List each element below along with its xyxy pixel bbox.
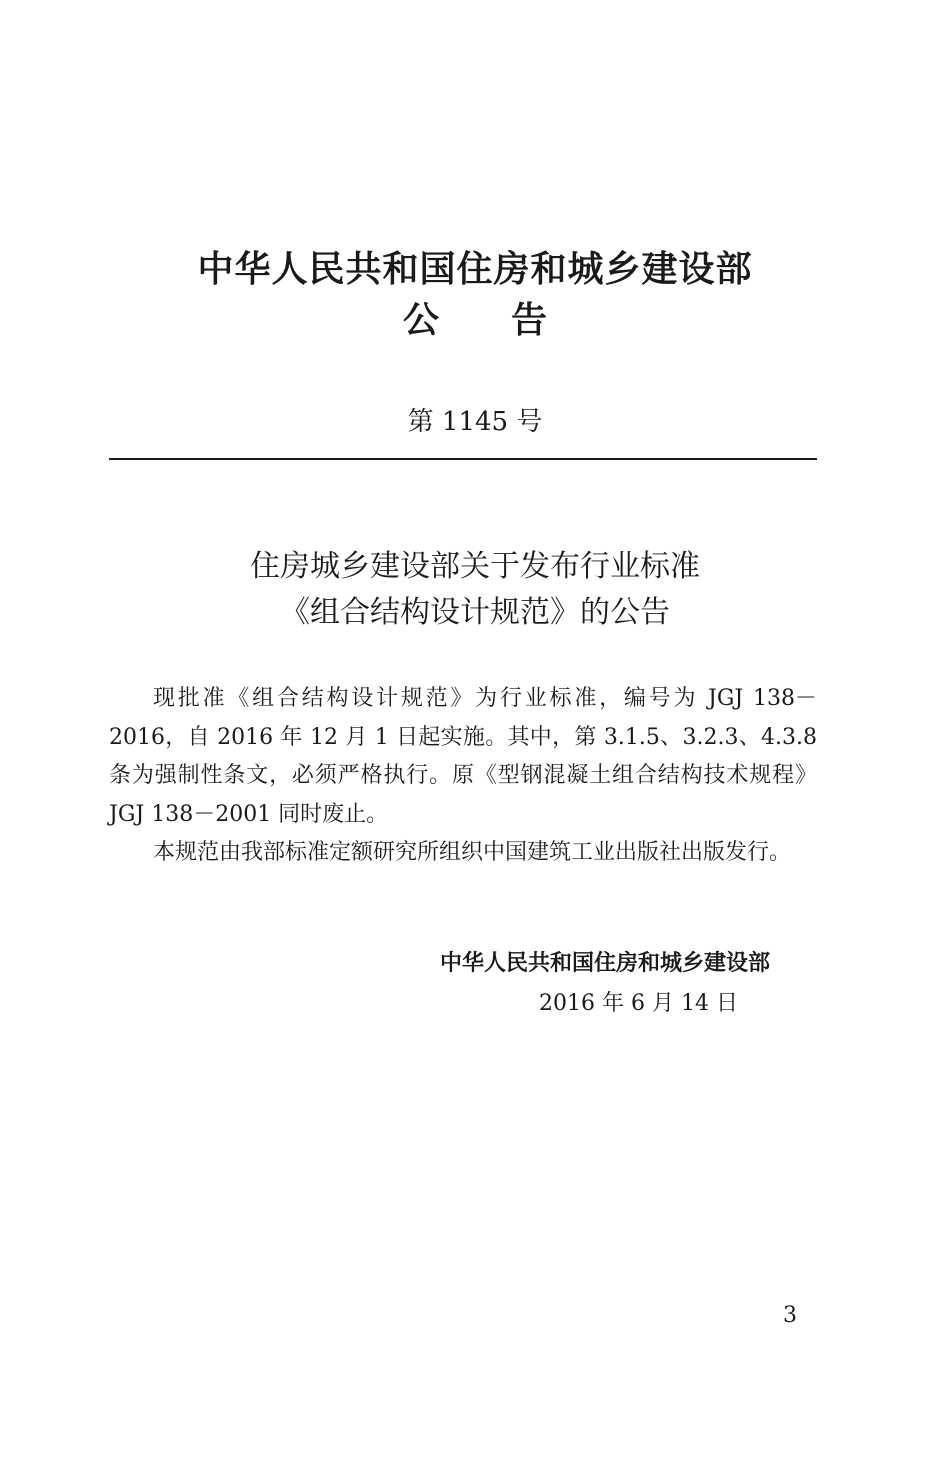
- document-title-line-1: 住房城乡建设部关于发布行业标准: [250, 549, 700, 584]
- notice-heading-right: 告: [511, 300, 548, 341]
- document-title-line-2: 《组合结构设计规范》的公告: [280, 595, 670, 630]
- body-text: [109, 680, 817, 873]
- page-number: 3: [783, 1303, 797, 1328]
- horizontal-rule: [109, 458, 817, 460]
- notice-heading-left: 公: [402, 300, 439, 341]
- issue-date: 2016 年 6 月 14 日: [539, 991, 738, 1016]
- body-paragraph-2: 本规范由我部标准定额研究所组织中国建筑工业出版社出版发行。: [153, 840, 792, 865]
- document-title: [0, 544, 950, 636]
- body-paragraph-1: 现批准《组合结构设计规范》为行业标准，编号为 JGJ 138－2016，自 2016 年 12 月 1 日起实施。其中，第 3.1.5、3.2.3、4.3.8 条为强制性条文，必须严格执行。原《型钢混凝土组合结构技术规程》JGJ 138－2001 同时废止。: [109, 686, 817, 827]
- notice-heading: [0, 294, 950, 348]
- ministry-title: 中华人民共和国住房和城乡建设部: [197, 249, 753, 290]
- notice-number: 第 1145 号: [407, 407, 543, 437]
- issuer-signature: 中华人民共和国住房和城乡建设部: [439, 951, 770, 976]
